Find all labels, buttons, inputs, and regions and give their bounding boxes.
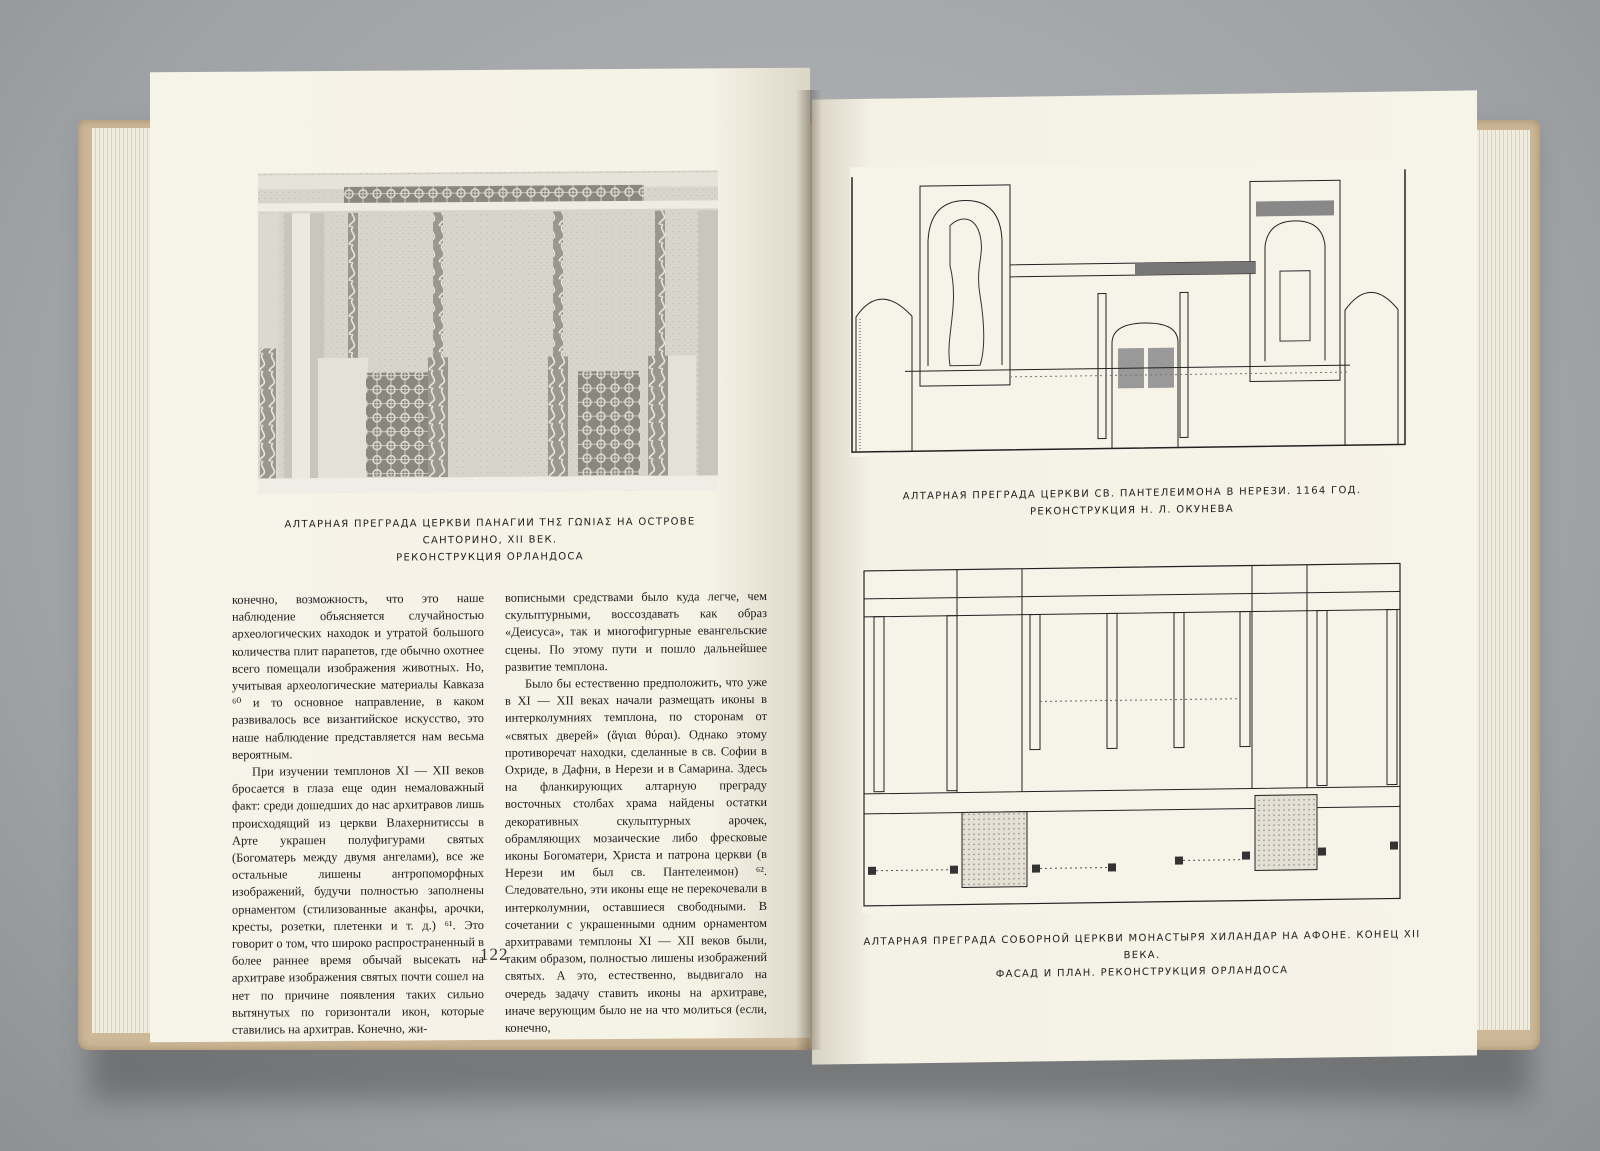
santorini-templon-figure: [258, 170, 718, 493]
caption-line-1: АЛТАРНАЯ ПРЕГРАДА СОБОРНОЙ ЦЕРКВИ МОНАСТЫРЯ ХИЛАНДАР НА АФОНЕ. КОНЕЦ XII ВЕКА.: [863, 929, 1421, 962]
paragraph: конечно, возможность, что это наше наблюдение объясняется случайностью археологических находок и утратой большого количества плит парапетов, где обычно охотнее всего помещали изображения животных. Но, учитывая археологические материалы Кавказа ⁶⁰ и то основное направление, в каком развивалось все византийское искусство, это наше наблюдение представляется нам весьма вероятным.: [232, 590, 484, 762]
figure-caption-santorini: [250, 513, 730, 567]
paragraph: Было бы естественно предположить, что уже в XI — XII веках начали размещать иконы в интерколумниях темплона, по сторонам от «святых дверей» (ἅγιαι θύραι). Однако этому противоречат находки, сделанные в св. Софии в Охриде, в Дафни, в Нерези и в Самарина. Здесь на фланкирующих алтарную преграду восточных столбах храма найдены остатки декоративных скульптурных арочек, обрамляющих мозаические либо фресковые иконы Богоматери, Христа и патрона церкви (в Нерези им был св. Пантелеимон) ⁶². Следовательно, эти иконы еще не перекочевали в интерколумнии, оставшиеся свободными. В сочетании с украшенными одним орнаментом архитравами темплоны XI — XII веков были, таким образом, полностью лишены изображений святых. А это, естественно, выдвигало на очередь задачу ставить иконы на архитраве, иначе верующим было не на что молиться (если, конечно,: [505, 675, 767, 1035]
figure-caption-chilandar: [852, 926, 1432, 985]
nerezi-templon-drawing: [850, 159, 1410, 457]
caption-line-2: ФАСАД И ПЛАН. РЕКОНСТРУКЦИЯ ОРЛАНДОСА: [995, 964, 1289, 981]
nerezi-templon-figure: [850, 159, 1410, 457]
caption-line-1: АЛТАРНАЯ ПРЕГРАДА ЦЕРКВИ ПАНАГИИ ΤΗΣ ΓΩΝΙΑΣ НА ОСТРОВЕ САНТОРИНО, XII ВЕК.: [284, 516, 696, 547]
figure-caption-nerezi: [872, 482, 1392, 523]
paragraph: вописными средствами было куда легче, чем скульптурными, воссоздавать как образ «Деисуса», так и многофигурные евангельские сцены. По этому пути и пошло дальнейшее развитие темплона.: [505, 588, 767, 674]
book-gutter: [796, 90, 822, 1050]
paragraph: При изучении темплонов XI — XII веков бросается в глаза еще один немаловажный факт: среди дошедших до нас архитравов лишь происходящий из церкви Влахернитиссы в Арте украшен полуфигурами святых (Богоматерь между двумя ангелами), все же остальные лишены антропоморфных изображений, будучи полностью заполнены орнаментом (стилизованные аканфы, арочки, кресты, розетки, плетенки и т. д.) ⁶¹. Это говорит о том, что широко распространенный в более раннее время обычай высекать на архитраве изображения святых почти сошел на нет по причине появления таких сильно вытянутых по горизонтали икон, которые ставились на архитрав. Конечно, жи-: [232, 763, 484, 1037]
chilandar-templon-figure: [862, 561, 1422, 914]
santorini-templon-drawing: [258, 170, 718, 493]
caption-line-2: РЕКОНСТРУКЦИЯ ОРЛАНДОСА: [396, 551, 584, 564]
caption-line-1: АЛТАРНАЯ ПРЕГРАДА ЦЕРКВИ СВ. ПАНТЕЛЕИМОНА В НЕРЕЗИ. 1164 ГОД.: [902, 484, 1362, 503]
text-column-2: [505, 588, 767, 1037]
page-number: 122: [480, 944, 509, 964]
chilandar-templon-drawing: [862, 561, 1422, 914]
left-page: [150, 68, 810, 1043]
text-column-1: [232, 590, 484, 1039]
right-page: [812, 90, 1477, 1064]
caption-line-2: РЕКОНСТРУКЦИЯ Н. Л. ОКУНЕВА: [1030, 503, 1234, 518]
